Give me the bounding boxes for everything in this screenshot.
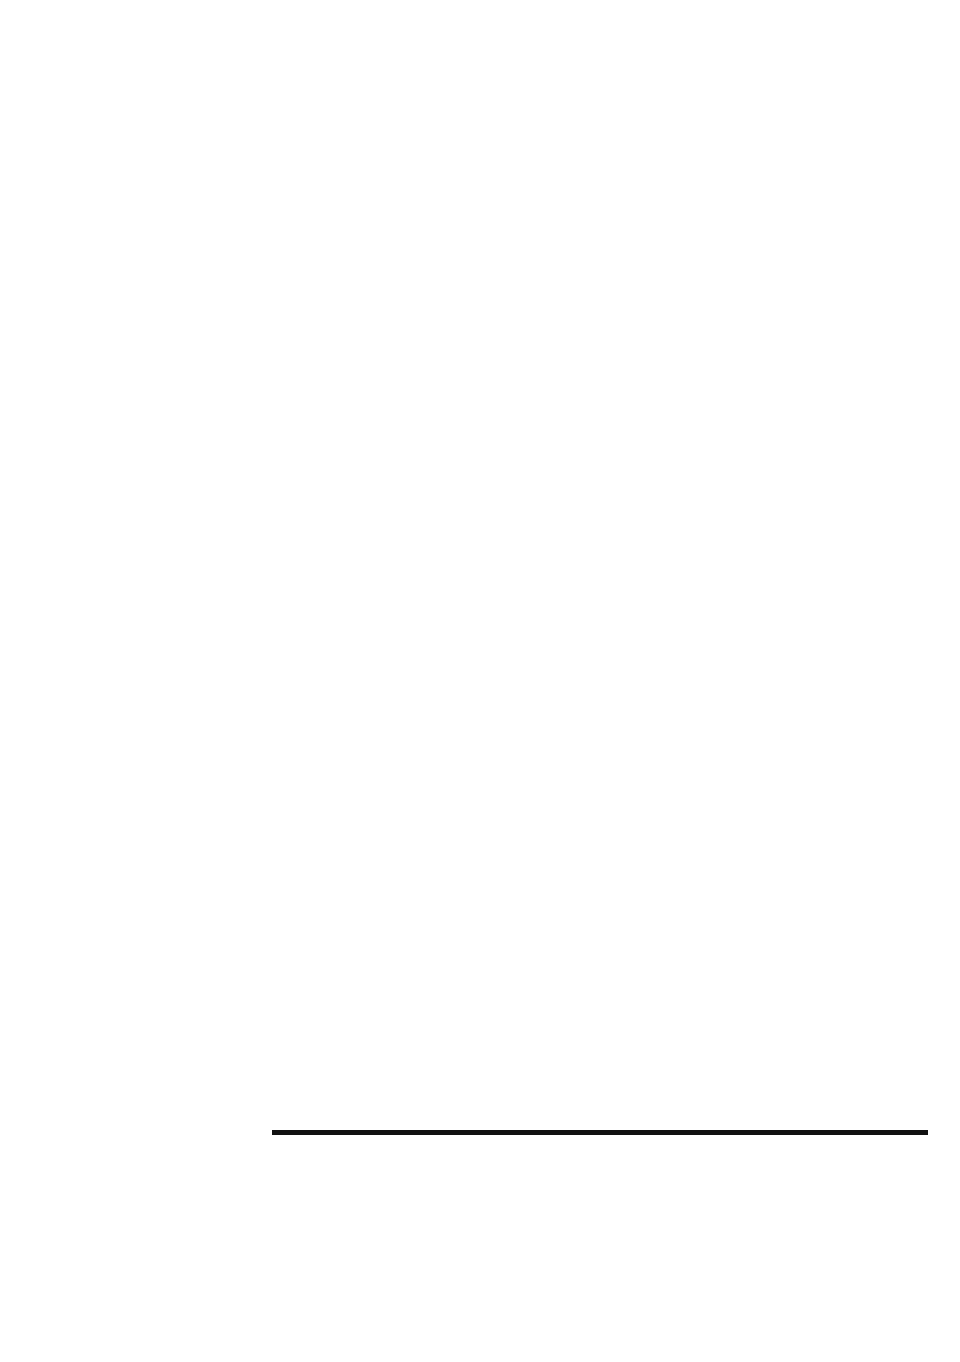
divider-rule [272, 1130, 928, 1135]
